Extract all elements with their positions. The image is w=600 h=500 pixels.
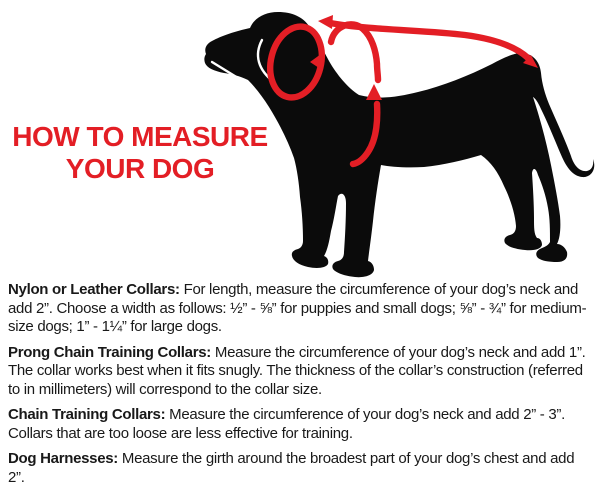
instructions xyxy=(8,281,594,494)
girth-loop-upper xyxy=(331,24,378,80)
instruction-paragraph-harnesses xyxy=(8,450,594,487)
instruction-text: For length, measure the circumference of your dog’s neck and add 2”. Choose a width as follows: ½” - ⅝” for puppies and small dogs; ⅝” - ¾” for medium-size dogs; 1” - 1¼” for large dogs. xyxy=(8,281,587,335)
girth-arrowhead-icon xyxy=(366,84,382,100)
length-arrow-line xyxy=(330,23,528,58)
collar-type-label: Dog Harnesses: xyxy=(8,450,119,467)
instruction-paragraph-nylon-leather xyxy=(8,281,594,337)
length-arrowhead-left-icon xyxy=(318,15,333,29)
collar-type-label: Prong Chain Training Collars: xyxy=(8,343,211,361)
instruction-paragraph-chain-training xyxy=(8,406,594,443)
page-title xyxy=(6,121,274,185)
instruction-text: Measure the circumference of your dog’s neck and add 1”. The collar works best when it fits snugly. The thickness of the collar’s construction (referred to in millimeters) will correspond to the collar size. xyxy=(8,343,586,398)
instruction-paragraph-prong-chain xyxy=(8,344,594,400)
title-line-2: YOUR DOG xyxy=(65,153,215,184)
title-line-1: HOW TO MEASURE xyxy=(12,121,268,152)
instruction-text: Measure the girth around the broadest part of your dog’s chest and add 2”. xyxy=(8,450,575,486)
collar-type-label: Nylon or Leather Collars: xyxy=(8,281,180,298)
collar-type-label: Chain Training Collars: xyxy=(8,406,166,423)
instruction-text: Measure the circumference of your dog’s neck and add 2” - 3”. Collars that are too loose are less effective for training. xyxy=(8,406,565,442)
